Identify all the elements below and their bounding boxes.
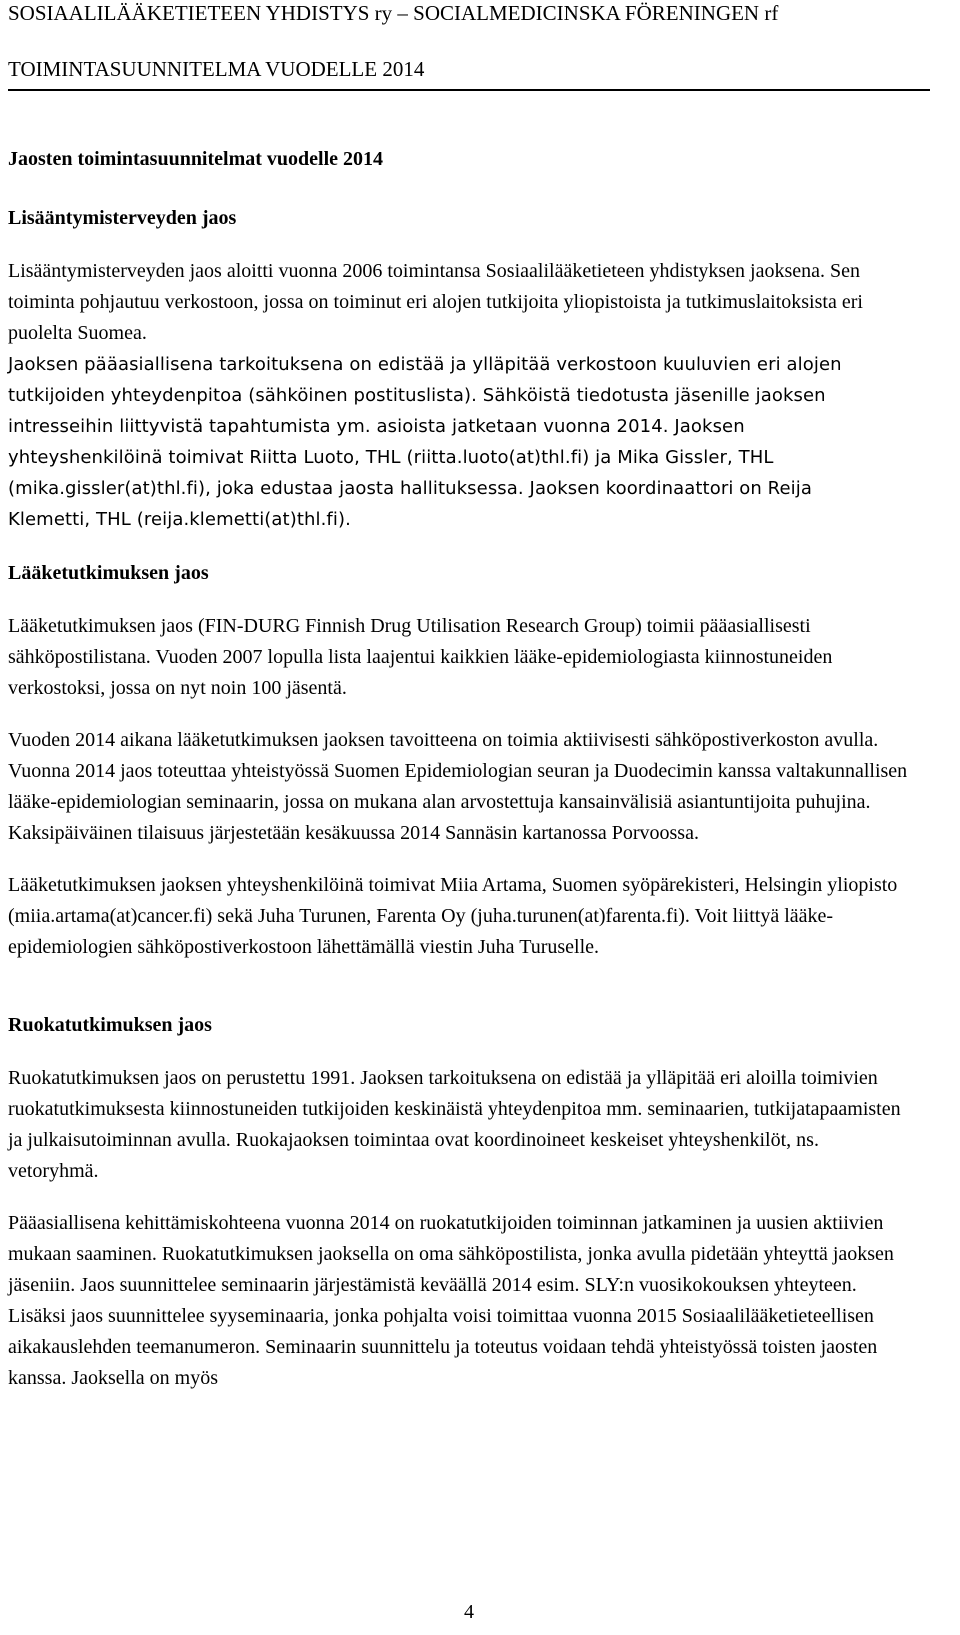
header-divider bbox=[8, 89, 930, 91]
page-number: 4 bbox=[464, 1601, 474, 1623]
section-paragraph: Pääasiallisena kehittämiskohteena vuonna 2014 on ruokatutkijoiden toiminnan jatkaminen ja uusien aktiivien mukaan saaminen. Ruokatutkimuksen jaoksella on oma sähköpostilista, jonka avulla pidetään yhteyttä jaoksen jäseniin. Jaos suunnittelee seminaarin järjestämistä keväällä 2014 esim. SLY:n vuosikokouksen yhteyteen. Lisäksi jaos suunnittelee syyseminaaria, jonka pohjalta voisi toimittaa vuonna 2015 Sosiaalilääketieteellisen aikakauslehden teemanumeron. Seminaarin suunnittelu ja toteutus voidaan tehdä yhteistyössä toisten jaosten kanssa. Jaoksella on myös bbox=[8, 1212, 894, 1389]
section-heading-food-research: Ruokatutkimuksen jaos bbox=[8, 1014, 212, 1036]
section-paragraph: Ruokatutkimuksen jaos on perustettu 1991. Jaoksen tarkoituksena on edistää ja ylläpitää eri aloilla toimivien ruokatutkimuksesta kiinnostuneiden tutkijoiden keskinäistä yhteydenpitoa mm. seminaarien, tutkijatapaamisten ja julkaisutoiminnan avulla. Ruokajaoksen toimintaa ovat koordinoineet keskeiset yhteyshenkilöt, ns. vetoryhmä. bbox=[8, 1067, 901, 1182]
section-heading-drug-research: Lääketutkimuksen jaos bbox=[8, 562, 209, 584]
header-organization: SOSIAALILÄÄKETIETEEN YHDISTYS ry – SOCIALMEDICINSKA FÖRENINGEN rf bbox=[8, 1, 779, 25]
section-paragraph: Jaoksen pääasiallisena tarkoituksena on edistää ja ylläpitää verkostoon kuuluvien eri alojen tutkijoiden yhteydenpitoa (sähköinen postituslista). Sähköistä tiedotusta jäsenille jaoksen intresseihin liittyvistä tapahtumista ym. asioista jatketaan vuonna 2014. Jaoksen yhteyshenkilöinä toimivat Riitta Luoto, THL (riitta.luoto(at)thl.fi) ja Mika Gissler, THL (mika.gissler(at)thl.fi), joka edustaa jaosta hallituksessa. Jaoksen koordinaattori on Reija Klemetti, THL (reija.klemetti(at)thl.fi). bbox=[8, 354, 842, 530]
header-plan-title: TOIMINTASUUNNITELMA VUODELLE 2014 bbox=[8, 57, 425, 81]
document-body bbox=[8, 145, 933, 1394]
section-heading-reproductive-health: Lisääntymisterveyden jaos bbox=[8, 207, 237, 229]
section-paragraph: Vuoden 2014 aikana lääketutkimuksen jaoksen tavoitteena on toimia aktiivisesti sähköpostiverkoston avulla. Vuonna 2014 jaos toteuttaa yhteistyössä Suomen Epidemiologian seuran ja Duodecimin kanssa valtakunnallisen lääke-epidemiologian seminaarin, jossa on mukana alan arvostettuja kansainvälisiä asiantuntijoita puhujina. Kaksipäiväinen tilaisuus järjestetään kesäkuussa 2014 Sannäsin kartanossa Porvoossa. bbox=[8, 729, 908, 844]
section-paragraph: Lääketutkimuksen jaoksen yhteyshenkilöinä toimivat Miia Artama, Suomen syöpärekisteri, Helsingin yliopisto (miia.artama(at)cancer.fi) sekä Juha Turunen, Farenta Oy (juha.turunen(at)farenta.fi). Voit liittyä lääke-epidemiologien sähköpostiverkostoon lähettämällä viestin Juha Turuselle. bbox=[8, 874, 898, 958]
document-title: Jaosten toimintasuunnitelmat vuodelle 2014 bbox=[8, 148, 384, 170]
section-paragraph: Lääketutkimuksen jaos (FIN-DURG Finnish Drug Utilisation Research Group) toimii pääasiallisesti sähköpostilistana. Vuoden 2007 lopulla lista laajentui kaikkien lääke-epidemiologiasta kiinnostuneiden verkostoksi, jossa on nyt noin 100 jäsentä. bbox=[8, 615, 833, 699]
section-paragraph: Lisääntymisterveyden jaos aloitti vuonna 2006 toimintansa Sosiaalilääketieteen yhdistyksen jaoksena. Sen toiminta pohjautuu verkostoon, jossa on toiminut eri alojen tutkijoita yliopistoista ja tutkimuslaitoksista eri puolelta Suomea. bbox=[8, 260, 863, 344]
